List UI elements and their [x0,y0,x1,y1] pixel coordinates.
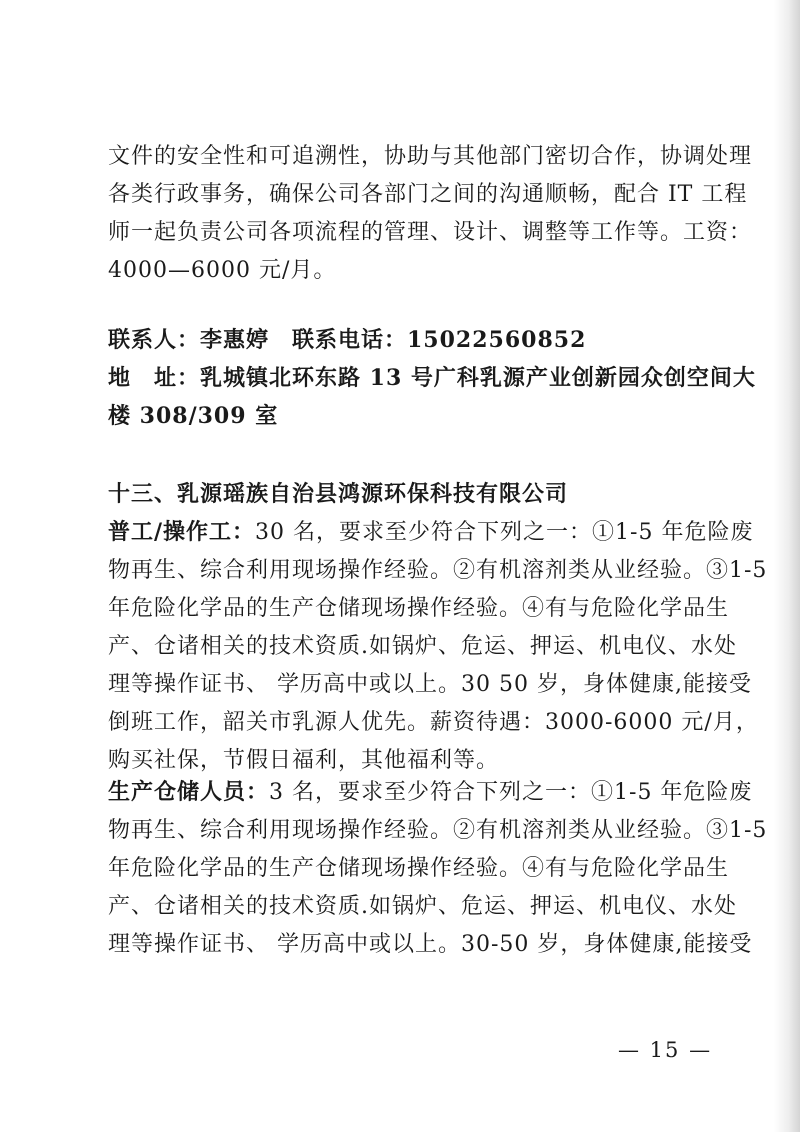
text-line: 物再生、综合利用现场操作经验。②有机溶剂类从业经验。③1-5 [108,818,768,843]
job-requirement: 30 名，要求至少符合下列之一：①1-5 年危险废 [255,520,754,545]
job-description-continuation [108,138,753,290]
page-number: — 15 — [618,1038,713,1062]
contact-person-phone: 联系人：李惠婷 联系电话：15022560852 [108,327,587,353]
text-line: 文件的安全性和可追溯性，协助与其他部门密切合作，协调处理 [108,144,753,169]
job-title: 生产仓储人员： [108,779,270,805]
text-line: 理等操作证书、 学历高中或以上。30 50 岁，身体健康,能接受 [108,672,752,697]
text-line: 师一起负责公司各项流程的管理、设计、调整等工作等。工资： [108,220,753,245]
job-first-line [108,513,754,552]
text-line: 年危险化学品的生产仓储现场操作经验。④有与危险化学品生 [108,856,730,881]
text-line: 理等操作证书、 学历高中或以上。30-50 岁，身体健康,能接受 [108,932,753,957]
job-general-worker [108,513,768,780]
contact-block [108,321,756,435]
job-first-line [108,773,753,812]
scan-edge-shadow [774,0,800,1132]
text-line: 产、仓诸相关的技术资质.如锅炉、危运、押运、机电仪、水处 [108,634,737,659]
text-line: 产、仓诸相关的技术资质.如锅炉、危运、押运、机电仪、水处 [108,894,737,919]
text-line: 物再生、综合利用现场操作经验。②有机溶剂类从业经验。③1-5 [108,558,768,583]
text-line: 各类行政事务，确保公司各部门之间的沟通顺畅，配合 IT 工程 [108,182,748,207]
address-line: 地 址：乳城镇北环东路 13 号广科乳源产业创新园众创空间大 [108,365,756,391]
job-requirement: 3 名，要求至少符合下列之一：①1-5 年危险废 [269,780,753,805]
text-line: 年危险化学品的生产仓储现场操作经验。④有与危险化学品生 [108,596,730,621]
text-line: 4000—6000 元/月。 [108,258,337,283]
job-warehouse-staff [108,773,768,964]
job-title: 普工/操作工： [108,519,256,545]
text-line: 购买社保，节假日福利，其他福利等。 [108,748,500,773]
text-line: 倒班工作，韶关市乳源人优先。薪资待遇：3000-6000 元/月， [108,710,759,735]
company-heading: 十三、乳源瑶族自治县鸿源环保科技有限公司 [108,481,569,507]
address-line: 楼 308/309 室 [108,403,279,429]
